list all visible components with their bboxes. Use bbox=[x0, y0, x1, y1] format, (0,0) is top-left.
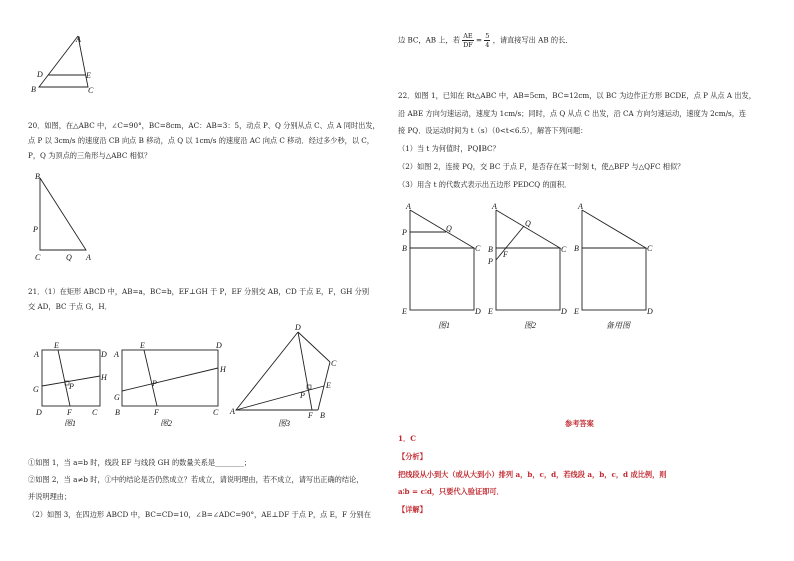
q21-sub2-line-2: 并说明理由； bbox=[28, 492, 72, 501]
svg-text:Q: Q bbox=[66, 253, 72, 262]
svg-text:D: D bbox=[37, 70, 43, 79]
svg-text:E: E bbox=[488, 307, 493, 316]
q22-figure-1 bbox=[400, 200, 490, 336]
svg-text:P: P bbox=[402, 228, 407, 237]
q21-figure-3 bbox=[228, 322, 348, 434]
q22-fig1-caption: 图1 bbox=[438, 321, 450, 330]
svg-text:B: B bbox=[115, 408, 120, 417]
svg-text:H: H bbox=[220, 365, 226, 374]
q22-spare-caption: 备用图 bbox=[606, 321, 630, 330]
svg-text:C: C bbox=[35, 253, 41, 262]
q21-fig2-caption: 图2 bbox=[160, 419, 172, 426]
analysis-line-1: 把线段从小到大（或从大到小）排列 a，b，c，d，若线段 a，b，c，d 成比例，则 bbox=[398, 470, 667, 479]
svg-text:H: H bbox=[101, 373, 107, 382]
analysis-line-2: a∶b = c∶d，只要代入验证即可． bbox=[398, 487, 504, 496]
svg-text:A: A bbox=[492, 202, 497, 211]
svg-text:C: C bbox=[331, 359, 337, 368]
svg-text:E: E bbox=[140, 341, 145, 350]
svg-text:B: B bbox=[35, 172, 40, 181]
q22-sub3: （3）用含 t 的代数式表示出五边形 PEDCQ 的面积． bbox=[398, 180, 572, 189]
analysis-tag: 【分析】 bbox=[398, 452, 427, 461]
svg-text:E: E bbox=[326, 381, 331, 390]
answer-item-1: 1．C bbox=[398, 434, 416, 443]
svg-text:A: A bbox=[230, 407, 235, 416]
q21-sub1: ①如图 1，当 a=b 时，线段 EF 与线段 GH 的数量关系是________； bbox=[28, 458, 252, 467]
q21-line-2: 交 AD，BC 于点 G，H． bbox=[28, 302, 112, 311]
svg-text:D: D bbox=[295, 323, 301, 332]
detail-tag: 【详解】 bbox=[398, 505, 427, 514]
svg-text:A: A bbox=[34, 350, 39, 359]
svg-text:F: F bbox=[154, 408, 159, 417]
equals-sign: = bbox=[475, 35, 482, 45]
svg-text:D: D bbox=[561, 307, 567, 316]
svg-text:A: A bbox=[114, 350, 119, 359]
q21-figure-2 bbox=[112, 338, 232, 430]
svg-text:P: P bbox=[488, 257, 493, 266]
svg-text:E: E bbox=[402, 307, 407, 316]
svg-text:A: A bbox=[406, 202, 411, 211]
svg-text:D: D bbox=[475, 307, 481, 316]
q20-line-1: 20．如图，在△ABC 中，∠C=90°，BC=8cm，AC：AB=3：5，动点 P、Q 分别从点 C、点 A 同时出发， bbox=[28, 121, 380, 130]
svg-text:C: C bbox=[213, 408, 219, 417]
svg-text:C: C bbox=[561, 245, 567, 254]
q21-fig1-caption: 图1 bbox=[64, 419, 76, 426]
q22-fig2-caption: 图2 bbox=[524, 321, 536, 330]
q22-sub2: （2）如图 2，连接 PQ，交 BC 于点 F，是否存在某一时刻 t，使△BFP 与△QFC 相似？ bbox=[398, 162, 685, 171]
svg-text:C: C bbox=[475, 244, 481, 253]
q21-sub2-line-1: ②如图 2，当 a≠b 时，①中的结论是否仍然成立？若成立，请说明理由，若不成立，请写出正确的结论， bbox=[28, 475, 364, 484]
svg-text:B: B bbox=[574, 244, 579, 253]
svg-text:A: A bbox=[578, 202, 583, 211]
svg-text:B: B bbox=[488, 245, 493, 254]
q21-fig3-caption: 图3 bbox=[278, 419, 290, 428]
carryover-line bbox=[398, 32, 572, 49]
svg-text:Q: Q bbox=[525, 219, 531, 228]
q21-sub3: （2）如图 3，在四边形 ABCD 中，BC=CD=10，∠B=∠ADC=90°，AE⊥DF 于点 P，点 E，F 分别在 bbox=[28, 510, 371, 519]
svg-text:Q: Q bbox=[446, 224, 452, 233]
q20-line-2: 点 P 以 3cm/s 的速度沿 CB 向点 B 移动，点 Q 以 1cm/s 的速度沿 AC 向点 C 移动．经过多少秒，以 C， bbox=[28, 136, 374, 145]
fraction-five-fourths: $\frac{5}{4}$ bbox=[485, 32, 490, 49]
svg-text:P: P bbox=[69, 382, 74, 391]
svg-text:D: D bbox=[36, 408, 42, 417]
q20-triangle-figure bbox=[30, 170, 100, 266]
svg-text:B: B bbox=[31, 85, 36, 94]
svg-text:D: D bbox=[101, 350, 107, 359]
answers-heading: 参考答案 bbox=[565, 419, 594, 428]
svg-text:P: P bbox=[300, 391, 305, 400]
triangle-figure-top bbox=[28, 32, 103, 102]
svg-text:C: C bbox=[647, 244, 653, 253]
svg-text:E: E bbox=[86, 71, 91, 80]
q21-figure-1 bbox=[32, 338, 112, 430]
q20-line-3: P，Q 为顶点的三角形与△ABC 相似？ bbox=[28, 151, 152, 160]
svg-text:D: D bbox=[647, 307, 653, 316]
svg-text:B: B bbox=[320, 411, 325, 420]
svg-text:E: E bbox=[54, 341, 59, 350]
svg-text:A: A bbox=[86, 253, 91, 262]
svg-text:F: F bbox=[503, 250, 508, 259]
q22-figure-2 bbox=[486, 200, 576, 336]
svg-text:E: E bbox=[574, 307, 579, 316]
carryover-suffix: ，请直接写出 AB 的长． bbox=[492, 35, 573, 45]
q22-line-2: 沿 ABE 方向匀速运动，速度为 1cm/s；同时，点 Q 从点 C 出发，沿 CA 方向匀速运动，速度为 2cm/s，连 bbox=[398, 109, 747, 118]
carryover-prefix: 边 BC，AB 上，若 bbox=[398, 35, 460, 45]
svg-text:B: B bbox=[402, 244, 407, 253]
svg-text:G: G bbox=[33, 385, 39, 394]
svg-text:C: C bbox=[88, 86, 94, 95]
svg-text:D: D bbox=[216, 341, 222, 350]
q22-line-1: 22．如图 1，已知在 Rt△ABC 中，AB=5cm，BC=12cm，以 BC 为边作正方形 BCDE，点 P 从点 A 出发， bbox=[398, 91, 756, 100]
svg-text:F: F bbox=[67, 408, 72, 417]
q22-line-3: 接 PQ．设运动时间为 t（s）（0<t<6.5），解答下列问题： bbox=[398, 126, 588, 135]
svg-text:G: G bbox=[114, 393, 120, 402]
fraction-ae-df: $\frac{AE}{DF}$ bbox=[463, 32, 473, 49]
svg-text:P: P bbox=[152, 379, 157, 388]
svg-text:P: P bbox=[33, 225, 38, 234]
svg-text:F: F bbox=[308, 411, 313, 420]
q22-spare-figure bbox=[572, 200, 662, 336]
q21-line-1: 21．（1）在矩形 ABCD 中，AB=a，BC=b，EF⊥GH 于 P，EF 分别交 AB，CD 于点 E，F，GH 分别 bbox=[28, 287, 370, 296]
svg-text:A: A bbox=[76, 35, 81, 44]
q22-sub1: （1）当 t 为何值时，PQ∥BC？ bbox=[398, 144, 500, 153]
svg-text:C: C bbox=[92, 408, 98, 417]
